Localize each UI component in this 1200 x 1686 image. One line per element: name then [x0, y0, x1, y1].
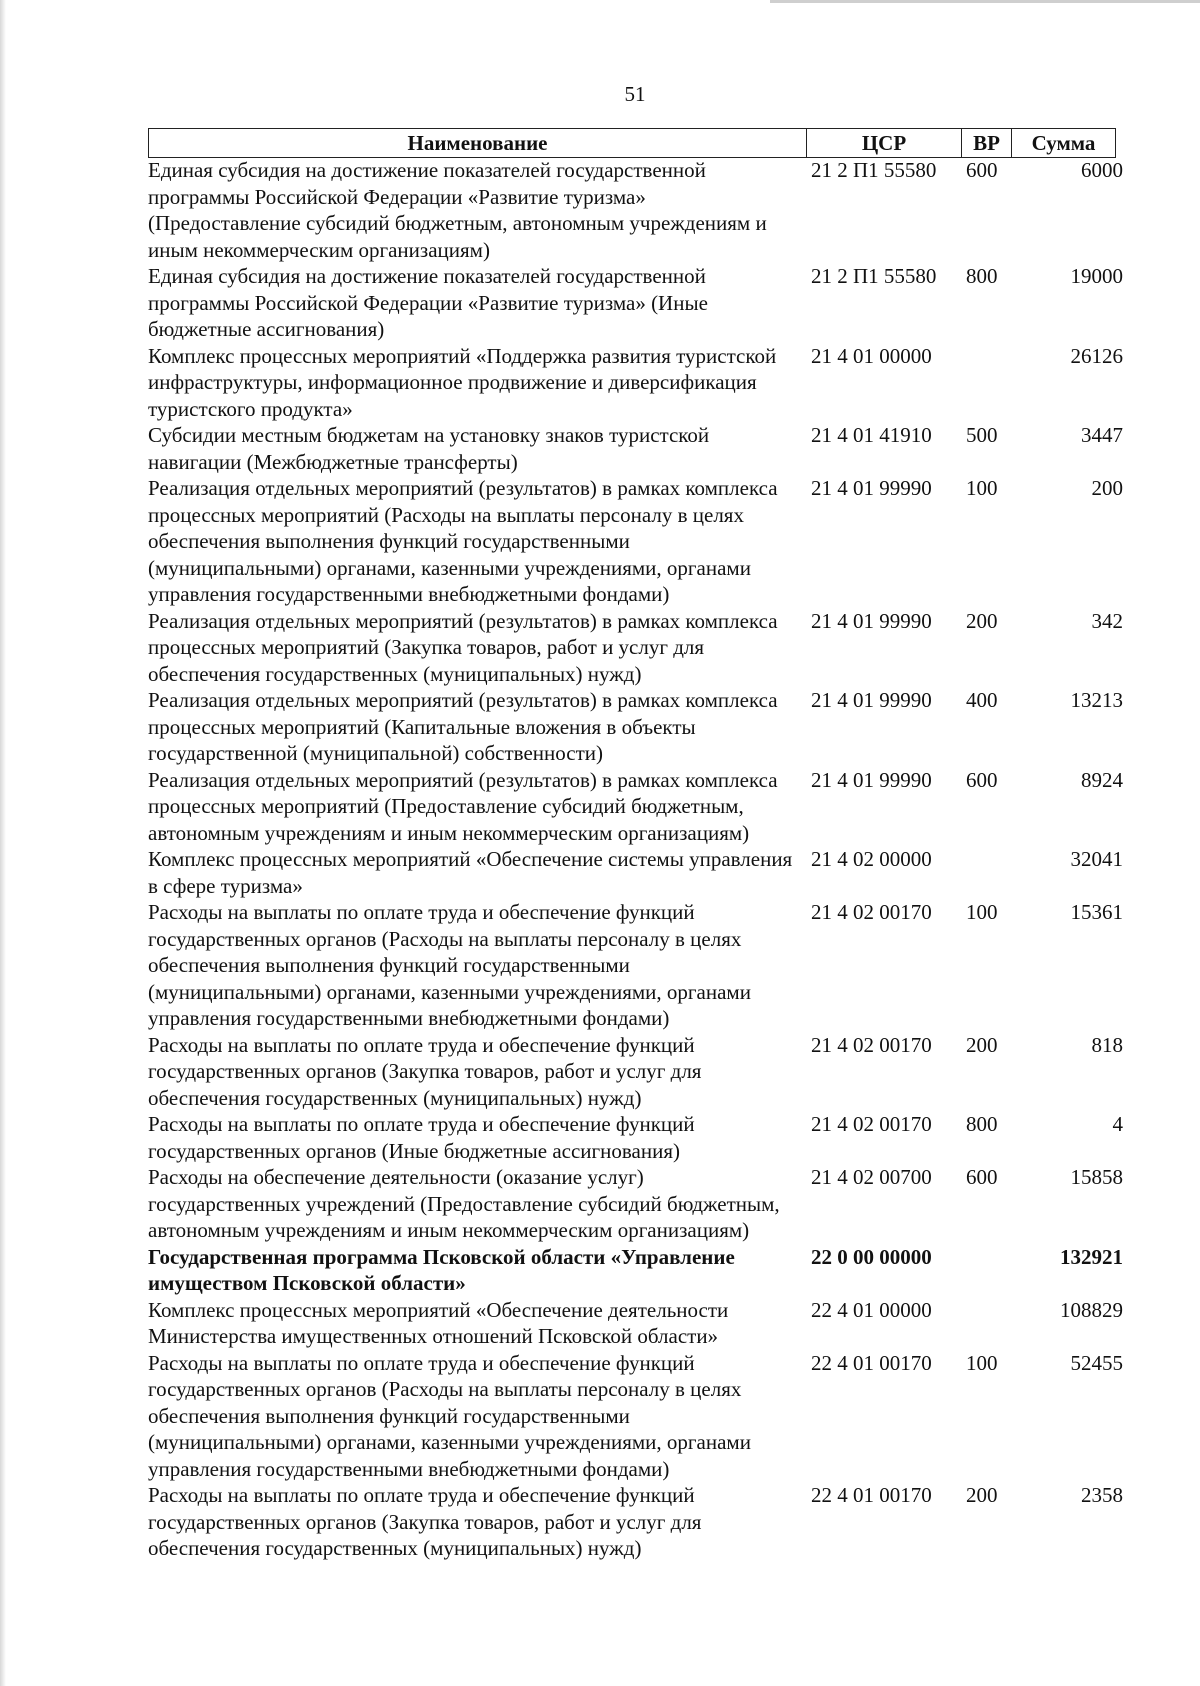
row-vr [961, 1244, 1021, 1297]
row-name: Комплекс процессных мероприятий «Обеспечение системы управления в сфере туризма» [148, 847, 793, 898]
row-sum: 2358 [1081, 1483, 1123, 1507]
header-name: Наименование [149, 129, 807, 157]
row-csr: 22 4 01 00170 [811, 1483, 932, 1507]
table-row [148, 1297, 1123, 1350]
row-csr: 21 4 01 99990 [811, 608, 932, 633]
row-csr: 21 2 П1 55580 [811, 264, 937, 288]
row-sum: 26126 [1070, 343, 1123, 368]
row-csr: 22 4 01 00170 [811, 1350, 932, 1375]
row-sum: 19000 [1070, 264, 1123, 288]
table-row [148, 1350, 1123, 1483]
header-csr: ЦСР [807, 129, 962, 157]
row-name: Единая субсидия на достижение показателей государственной программы Российской Федерации «Развитие туризма» (Предоставление субсидий бюджетным, автономным учреждениям и иным некоммерческим организациям) [148, 158, 767, 262]
row-vr: 600 [966, 767, 998, 792]
row-name: Расходы на выплаты по оплате труда и обеспечение функций государственных органов (Закупка товаров, работ и услуг для обеспечения государственных (муниципальных) нужд) [148, 1483, 702, 1560]
row-name: Государственная программа Псковской области «Управление имуществом Псковской области» [148, 1244, 735, 1295]
row-sum: 6000 [1081, 158, 1123, 182]
row-name: Реализация отдельных мероприятий (результатов) в рамках комплекса процессных мероприятий (Капитальные вложения в объекты государственной (муниципальной) собственности) [148, 688, 778, 765]
table-header [148, 128, 1116, 158]
row-csr: 21 4 01 99990 [811, 688, 932, 712]
row-sum: 132921 [1060, 1244, 1123, 1269]
row-csr: 21 4 01 99990 [811, 476, 932, 500]
row-sum: 15858 [1070, 1165, 1123, 1189]
row-sum: 342 [1091, 608, 1123, 633]
row-name: Расходы на выплаты по оплате труда и обеспечение функций государственных органов (Закупка товаров, работ и услуг для обеспечения государственных (муниципальных) нужд) [148, 1032, 702, 1110]
row-vr: 600 [966, 158, 998, 182]
table-row [148, 687, 1123, 767]
row-name: Расходы на обеспечение деятельности (оказание услуг) государственных учреждений (Предоставление субсидий бюджетным, автономным учреждениям и иным некоммерческим организациям) [148, 1165, 780, 1242]
row-csr: 21 2 П1 55580 [811, 158, 937, 182]
row-vr: 100 [966, 1350, 998, 1375]
row-sum: 4 [1112, 1112, 1123, 1136]
row-name: Комплекс процессных мероприятий «Обеспечение деятельности Министерства имущественных отношений Псковской области» [148, 1297, 729, 1348]
row-sum: 8924 [1081, 767, 1123, 792]
row-csr: 21 4 02 00700 [811, 1165, 932, 1189]
scan-edge [770, 0, 1200, 3]
row-csr: 21 4 02 00170 [811, 1112, 932, 1136]
row-name: Расходы на выплаты по оплате труда и обеспечение функций государственных органов (Расходы на выплаты персоналу в целях обеспечения выполнения функций государственными (муниципальными) органами, казенными учреждениями, органами управления государственными внебюджетными фондами) [148, 1350, 751, 1481]
row-vr [961, 1297, 1021, 1350]
table-row [148, 263, 1123, 343]
row-csr: 21 4 02 00170 [811, 900, 932, 924]
table-row [148, 1482, 1123, 1562]
row-vr: 200 [966, 1032, 998, 1057]
table-body [148, 157, 1123, 1562]
row-name: Расходы на выплаты по оплате труда и обеспечение функций государственных органов (Иные бюджетные ассигнования) [148, 1112, 695, 1163]
row-vr: 100 [966, 900, 998, 924]
row-sum: 818 [1091, 1032, 1123, 1057]
table-row [148, 157, 1123, 263]
row-vr: 600 [966, 1165, 998, 1189]
row-sum: 13213 [1070, 688, 1123, 712]
row-csr: 21 4 01 41910 [811, 423, 932, 447]
row-csr: 22 0 00 00000 [811, 1244, 932, 1269]
row-sum: 3447 [1081, 423, 1123, 447]
row-vr: 200 [966, 608, 998, 633]
row-csr: 21 4 01 99990 [811, 767, 932, 792]
row-vr [961, 343, 1021, 423]
row-name: Комплекс процессных мероприятий «Поддержка развития туристской инфраструктуры, информационное продвижение и диверсификация туристского продукта» [148, 343, 777, 421]
table-row [148, 608, 1123, 688]
row-sum: 15361 [1070, 900, 1123, 924]
row-vr: 100 [966, 476, 998, 500]
row-vr: 400 [966, 688, 998, 712]
row-sum: 200 [1091, 476, 1123, 500]
page-number: 51 [624, 82, 646, 106]
row-vr: 800 [966, 264, 998, 288]
table-row [148, 1111, 1123, 1164]
table-row [148, 422, 1123, 475]
row-sum: 32041 [1070, 847, 1123, 871]
row-name: Реализация отдельных мероприятий (результатов) в рамках комплекса процессных мероприятий (Предоставление субсидий бюджетным, автономным учреждениям и иным некоммерческим организациям) [148, 767, 778, 845]
row-name: Единая субсидия на достижение показателей государственной программы Российской Федерации «Развитие туризма» (Иные бюджетные ассигнования) [148, 264, 708, 341]
row-name: Субсидии местным бюджетам на установку знаков туристской навигации (Межбюджетные трансферты) [148, 423, 710, 474]
row-sum: 108829 [1060, 1297, 1123, 1322]
table-row [148, 846, 1123, 899]
row-vr: 200 [966, 1483, 998, 1507]
header-vr: ВР [962, 129, 1012, 157]
row-name: Реализация отдельных мероприятий (результатов) в рамках комплекса процессных мероприятий (Закупка товаров, работ и услуг для обеспечения государственных (муниципальных) нужд) [148, 608, 778, 686]
table-row [148, 1032, 1123, 1112]
table-row [148, 899, 1123, 1032]
row-name: Расходы на выплаты по оплате труда и обеспечение функций государственных органов (Расходы на выплаты персоналу в целях обеспечения выполнения функций государственными (муниципальными) органами, казенными учреждениями, органами управления государственными внебюджетными фондами) [148, 900, 751, 1030]
row-csr: 21 4 02 00000 [811, 847, 932, 871]
scan-edge [0, 0, 6, 1686]
row-csr: 22 4 01 00000 [811, 1297, 932, 1322]
table-row [148, 767, 1123, 847]
row-csr: 21 4 02 00170 [811, 1032, 932, 1057]
table-row [148, 1164, 1123, 1244]
row-vr [961, 846, 1021, 899]
table-row [148, 475, 1123, 608]
row-name: Реализация отдельных мероприятий (результатов) в рамках комплекса процессных мероприятий (Расходы на выплаты персоналу в целях обеспечения выполнения функций государственными (муниципальными) органами, казенными учреждениями, органами управления государственными внебюджетными фондами) [148, 476, 778, 606]
table-row [148, 343, 1123, 423]
table-row [148, 1244, 1123, 1297]
row-vr: 800 [966, 1112, 998, 1136]
row-vr: 500 [966, 423, 998, 447]
header-sum: Сумма [1031, 130, 1096, 155]
row-sum: 52455 [1070, 1350, 1123, 1375]
row-csr: 21 4 01 00000 [811, 343, 932, 368]
